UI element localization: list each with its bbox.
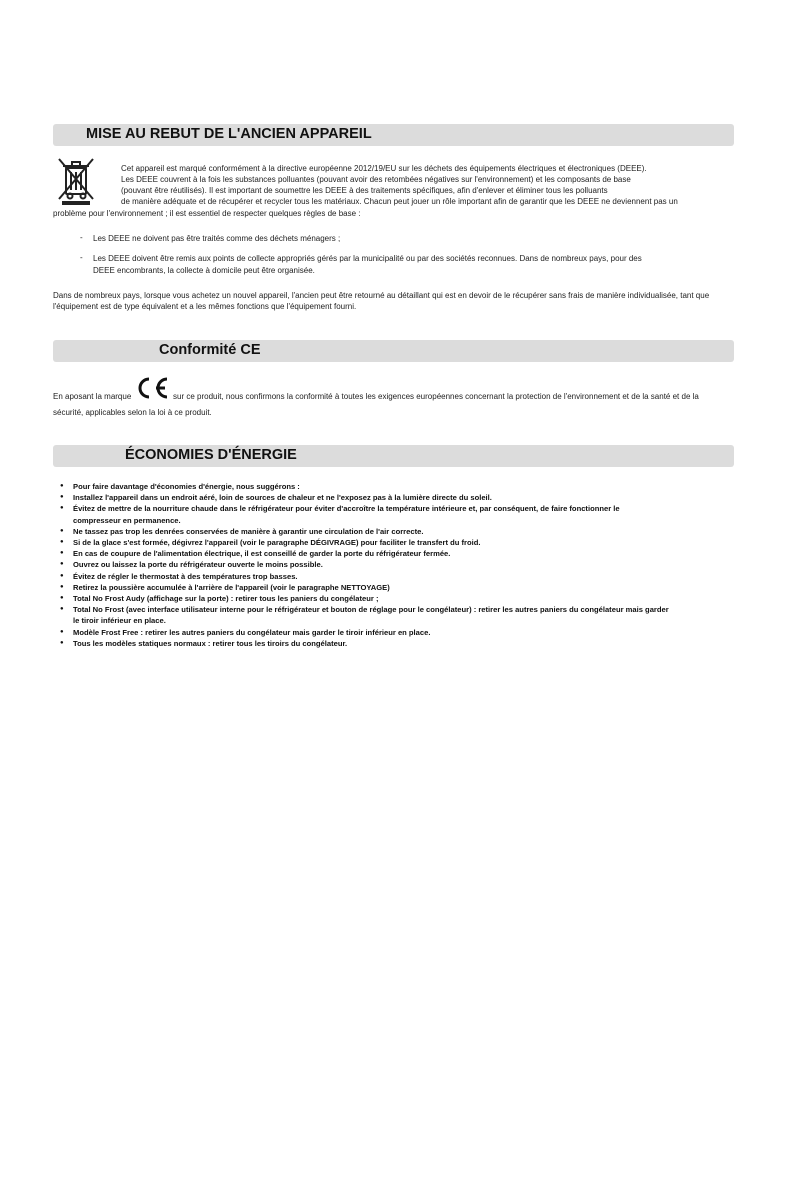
- list-item: ● Évitez de régler le thermostat à des températures trop basses.: [60, 571, 720, 582]
- disposal-intro-line-5: problème pour l'environnement ; il est essentiel de respecter quelques règles de base :: [53, 209, 361, 218]
- list-item: ● Retirez la poussière accumulée à l'arrière de l'appareil (voir le paragraphe NETTOYAGE): [60, 582, 720, 593]
- list-item: ● Modèle Frost Free : retirer les autres paniers du congélateur mais garder le tiroir inférieur en place.: [60, 627, 720, 638]
- rule-dash: -: [80, 233, 83, 242]
- ce-text-line-2: sécurité, applicables selon la loi à ce produit.: [53, 408, 212, 417]
- rule-dash: -: [80, 253, 83, 262]
- list-item: ● Tous les modèles statiques normaux : retirer tous les tiroirs du congélateur.: [60, 638, 720, 649]
- disposal-intro-line-2: Les DEEE couvrent à la fois les substances polluantes (pouvant avoir des retombées négatives sur l'environnement) et les composants de base: [121, 175, 631, 184]
- energy-tips-list: [60, 481, 720, 649]
- list-item: ● Total No Frost (avec interface utilisateur interne pour le réfrigérateur et bouton de réglage pour le congélateur) : retirer les autres paniers du congélateur mais garder le tiroir inférieur en place.: [60, 604, 720, 626]
- list-item: ● Pour faire davantage d'économies d'énergie, nous suggérons :: [60, 481, 720, 492]
- list-item: ● Ouvrez ou laissez la porte du réfrigérateur ouverte le moins possible.: [60, 559, 720, 570]
- disposal-rule-2-line-2: DEEE encombrants, la collecte à domicile peut être organisée.: [93, 266, 315, 275]
- section-header-disposal: [53, 124, 734, 146]
- disposal-intro-line-4: de manière adéquate et de récupérer et recycler tous les matériaux. Chacun peut jouer un rôle important afin de garantir que les DEEE ne deviennent pas un: [121, 197, 678, 206]
- ce-text-before-mark: En aposant la marque: [53, 392, 132, 401]
- list-item: ● Si de la glace s'est formée, dégivrez l'appareil (voir le paragraphe DÉGIVRAGE) pour faciliter le transfert du froid.: [60, 537, 720, 548]
- section-title-disposal: MISE AU REBUT DE L'ANCIEN APPAREIL: [86, 126, 372, 142]
- list-item: ● Ne tassez pas trop les denrées conservées de manière à garantir une circulation de l'air correcte.: [60, 526, 720, 537]
- section-header-energy: [53, 445, 734, 467]
- disposal-intro-line-3: (pouvant être réutilisés). Il est important de soumettre les DEEE à des traitements spécifiques, afin d'enlever et éliminer tous les polluants: [121, 186, 608, 195]
- list-item: ● Total No Frost Audy (affichage sur la porte) : retirer tous les paniers du congélateur ;: [60, 593, 720, 604]
- section-title-ce: Conformité CE: [159, 342, 261, 358]
- ce-text-after-mark: sur ce produit, nous confirmons la conformité à toutes les exigences européennes concernant la protection de l'environnement et de la santé et de la: [173, 392, 699, 401]
- section-title-energy: ÉCONOMIES D'ÉNERGIE: [125, 447, 297, 463]
- crossed-out-wheelie-bin-icon: [56, 156, 96, 206]
- disposal-intro-line-1: Cet appareil est marqué conformément à la directive européenne 2012/19/EU sur les déchets des équipements électriques et électroniques (DEEE).: [121, 164, 647, 173]
- list-item: ● En cas de coupure de l'alimentation électrique, il est conseillé de garder la porte du réfrigérateur fermée.: [60, 548, 720, 559]
- section-header-ce: [53, 340, 734, 362]
- ce-mark-icon: [134, 376, 170, 400]
- list-item: ● Installez l'appareil dans un endroit aéré, loin de sources de chaleur et ne l'exposez pas à la lumière directe du soleil.: [60, 492, 720, 503]
- disposal-closing-line-1: Dans de nombreux pays, lorsque vous achetez un nouvel appareil, l'ancien peut être retourné au détaillant qui est en devoir de le récupérer sans frais de manière individualisée, tant que: [53, 291, 710, 300]
- disposal-closing-line-2: l'équipement est de type équivalent et a les mêmes fonctions que l'équipement fourni.: [53, 302, 357, 311]
- list-item: ● Évitez de mettre de la nourriture chaude dans le réfrigérateur pour éviter d'accroître la température intérieure et, par conséquent, de faire fonctionner le compresseur en permanence.: [60, 503, 720, 525]
- disposal-rule-2-line-1: Les DEEE doivent être remis aux points de collecte appropriés gérés par la municipalité ou par des sociétés reconnues. Dans de nombreux pays, pour des: [93, 254, 642, 263]
- disposal-rule-1: Les DEEE ne doivent pas être traités comme des déchets ménagers ;: [93, 234, 341, 243]
